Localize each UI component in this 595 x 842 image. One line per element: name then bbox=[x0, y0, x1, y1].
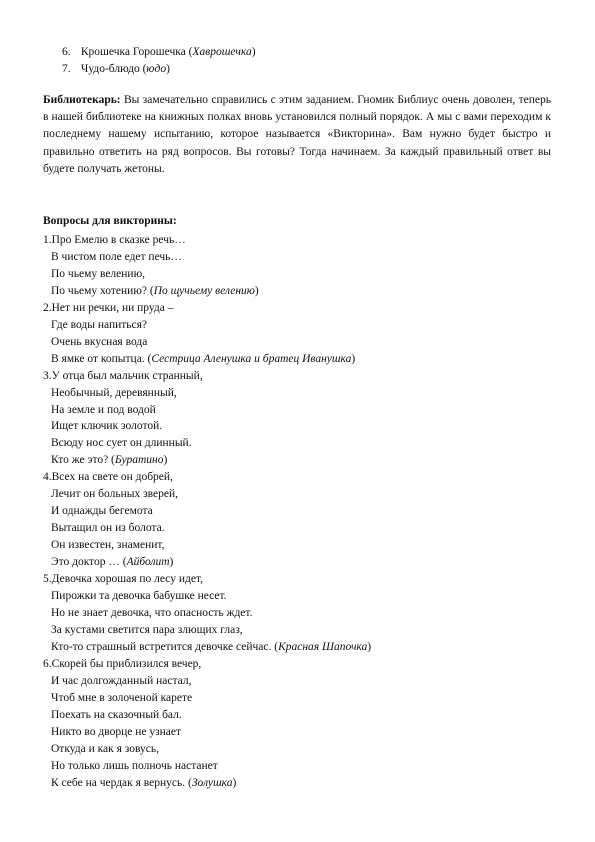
quiz-line bbox=[43, 385, 563, 402]
quiz-line-text: Всюду нос сует он длинный. bbox=[51, 437, 192, 450]
quiz-line-text: Чтоб мне в золоченой карете bbox=[51, 691, 193, 704]
quiz-line-text: В ямке от копытца. ( bbox=[51, 352, 152, 365]
quiz-line bbox=[43, 520, 563, 537]
quiz-answer: Красная Шапочка bbox=[278, 640, 368, 653]
quiz-answer: По щучьему велению bbox=[153, 284, 255, 297]
quiz-line bbox=[43, 283, 563, 300]
quiz-line-text: 6.Скорей бы приблизился вечер, bbox=[43, 657, 202, 670]
quiz-line-text: На земле и под водой bbox=[51, 403, 156, 416]
librarian-paragraph bbox=[43, 92, 551, 178]
quiz-line-text: Он известен, знаменит, bbox=[51, 539, 165, 552]
speaker-label: Библиотекарь: bbox=[43, 94, 121, 106]
quiz-line bbox=[43, 232, 563, 249]
list-item bbox=[62, 61, 256, 78]
quiz-line bbox=[43, 775, 563, 792]
quiz-line bbox=[43, 605, 563, 622]
quiz-line-text: 2.Нет ни речки, ни пруда – bbox=[43, 301, 174, 314]
quiz-line bbox=[43, 452, 563, 469]
quiz-line-text: Это доктор … ( bbox=[51, 556, 127, 569]
quiz-line bbox=[43, 402, 563, 419]
quiz-line-text: В чистом поле едет печь… bbox=[51, 250, 182, 263]
quiz-line-text: Поехать на сказочный бал. bbox=[51, 708, 182, 721]
list-answer: юдо bbox=[146, 63, 167, 75]
quiz-line-text: Кто-то страшный встретится девочке сейчас. ( bbox=[51, 640, 279, 653]
quiz-line-text: Лечит он больных зверей, bbox=[51, 488, 178, 501]
quiz-line bbox=[43, 368, 563, 385]
quiz-line bbox=[43, 622, 563, 639]
quiz-answer: Золушка bbox=[191, 776, 233, 789]
list-text: Чудо-блюдо ( bbox=[80, 63, 147, 75]
quiz-line-text: По чьему велению, bbox=[51, 267, 146, 280]
list-item bbox=[62, 44, 256, 61]
quiz-line-text: Кто же это? ( bbox=[51, 454, 115, 467]
quiz-line-text: К себе на чердак я вернусь. ( bbox=[51, 776, 192, 789]
quiz-line bbox=[43, 707, 563, 724]
quiz-line bbox=[43, 673, 563, 690]
quiz-answer-close: ) bbox=[163, 454, 168, 467]
quiz-answer-close: ) bbox=[351, 352, 356, 365]
quiz-line bbox=[43, 334, 563, 351]
list-number: 6. bbox=[62, 46, 71, 58]
quiz-line bbox=[43, 554, 563, 571]
list-text: Крошечка Горошечка ( bbox=[80, 46, 193, 58]
quiz-answer: Айболит bbox=[126, 556, 170, 569]
librarian-text: Вы замечательно справились с этим заданием. Гномик Библиус очень доволен, теперь в нашей библиотеке на книжных полках вновь установился полный порядок. А мы с вами переходим к последнему нашему испытанию, которое называется «Викторина». Вам нужно будет быстро и правильно ответить на ряд вопросов. Вы готовы? Тогда начинаем. За каждый правильный ответ вы будете получать жетоны. bbox=[43, 94, 551, 175]
quiz-answer-close: ) bbox=[232, 776, 237, 789]
quiz-line-text: Никто во дворце не узнает bbox=[51, 725, 182, 738]
quiz-line-text: По чьему хотению? ( bbox=[51, 284, 154, 297]
quiz-line bbox=[43, 741, 563, 758]
quiz-line bbox=[43, 537, 563, 554]
quiz-line bbox=[43, 435, 563, 452]
list-number: 7. bbox=[62, 63, 71, 75]
quiz-line bbox=[43, 690, 563, 707]
quiz-line-text: Необычный, деревянный, bbox=[51, 386, 177, 399]
quiz-answer-close: ) bbox=[254, 284, 259, 297]
quiz-line bbox=[43, 724, 563, 741]
quiz-answer: Сестрица Аленушка и братец Иванушка bbox=[151, 352, 352, 365]
quiz-line-text: Пирожки та девочка бабушке несет. bbox=[51, 590, 227, 603]
quiz-line bbox=[43, 300, 563, 317]
list-close: ) bbox=[166, 63, 170, 75]
quiz-line bbox=[43, 503, 563, 520]
quiz-line bbox=[43, 418, 563, 435]
quiz-line-text: Откуда и как я зовусь, bbox=[51, 742, 160, 755]
quiz-line bbox=[43, 758, 563, 775]
quiz-answer-close: ) bbox=[367, 640, 372, 653]
quiz-line bbox=[43, 656, 563, 673]
quiz-line bbox=[43, 639, 563, 656]
quiz-line-text: 4.Всех на свете он добрей, bbox=[43, 471, 173, 484]
quiz-line-text: За кустами светится пара злющих глаз, bbox=[51, 623, 243, 636]
quiz-line-text: И однажды бегемота bbox=[51, 505, 153, 518]
quiz-line bbox=[43, 571, 563, 588]
numbered-list bbox=[62, 44, 256, 78]
quiz-line-text: Вытащил он из болота. bbox=[51, 522, 165, 535]
quiz-line-text: Но только лишь полночь настанет bbox=[51, 759, 218, 772]
list-close: ) bbox=[251, 46, 256, 58]
quiz-heading: Вопросы для викторины: bbox=[43, 215, 177, 227]
quiz-line-text: 5.Девочка хорошая по лесу идет, bbox=[43, 573, 204, 586]
quiz-line bbox=[43, 486, 563, 503]
quiz-line-text: 3.У отца был мальчик странный, bbox=[43, 369, 203, 382]
quiz-line-text: 1.Про Емелю в сказке речь… bbox=[43, 234, 186, 246]
quiz-line-text: Но не знает девочка, что опасность ждет. bbox=[51, 606, 253, 619]
quiz-line bbox=[43, 588, 563, 605]
quiz-line bbox=[43, 249, 563, 266]
quiz-answer: Буратино bbox=[114, 454, 164, 467]
quiz-line bbox=[43, 469, 563, 486]
quiz-line-text: Ищет ключик золотой. bbox=[51, 420, 163, 433]
quiz-line bbox=[43, 266, 563, 283]
quiz-line bbox=[43, 351, 563, 368]
quiz-line-text: Очень вкусная вода bbox=[51, 335, 148, 348]
quiz-answer-close: ) bbox=[169, 556, 174, 569]
list-answer: Хаврошечка bbox=[192, 46, 252, 58]
quiz-line-text: Где воды напиться? bbox=[51, 318, 148, 331]
quiz-questions bbox=[43, 232, 563, 791]
quiz-line-text: И час долгожданный настал, bbox=[51, 674, 192, 687]
quiz-line bbox=[43, 317, 563, 334]
